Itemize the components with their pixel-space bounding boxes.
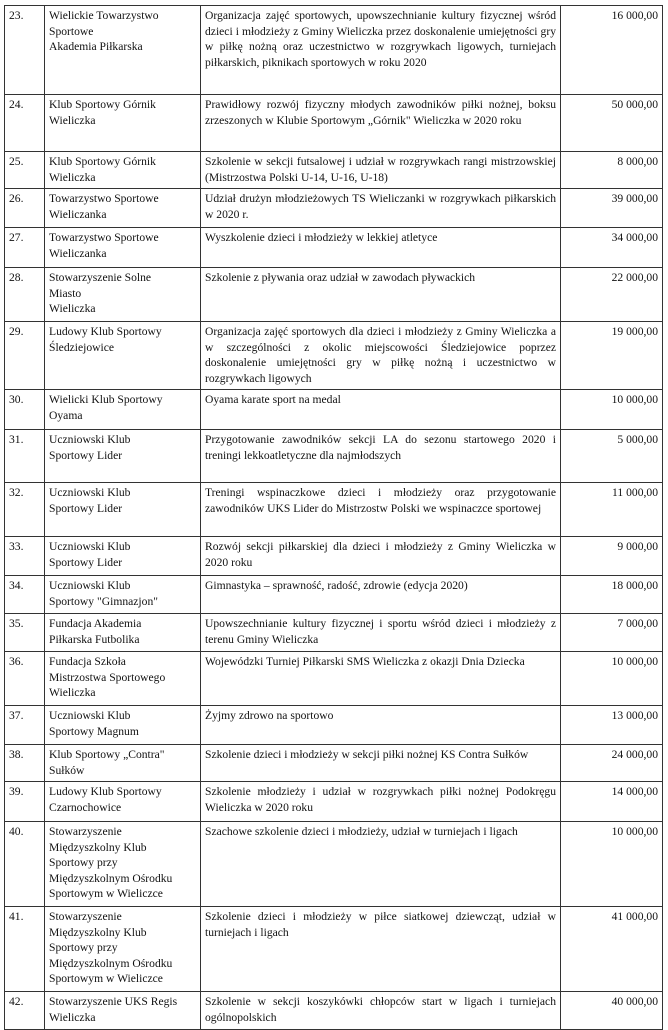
organization-name: Towarzystwo Sportowe Wieliczanka [45, 189, 201, 228]
row-number: 37. [5, 706, 45, 745]
row-number: 29. [5, 322, 45, 390]
task-description: Gimnastyka – sprawność, radość, zdrowie (edycja 2020) [201, 576, 561, 614]
organization-name: Wielicki Klub Sportowy Oyama [45, 390, 201, 430]
table-row [5, 189, 663, 228]
grant-amount: 7 000,00 [561, 614, 663, 652]
row-number: 25. [5, 152, 45, 189]
organization-name: Ludowy Klub Sportowy Śledziejowice [45, 322, 201, 390]
organization-name: Ludowy Klub Sportowy Czarnochowice [45, 782, 201, 822]
row-number: 24. [5, 95, 45, 152]
task-description: Oyama karate sport na medal [201, 390, 561, 430]
row-number: 41. [5, 907, 45, 992]
task-description: Szkolenie dzieci i młodzieży w piłce siatkowej dziewcząt, udział w turniejach i ligach [201, 907, 561, 992]
table-row [5, 228, 663, 268]
grant-amount: 24 000,00 [561, 745, 663, 782]
grant-amount: 8 000,00 [561, 152, 663, 189]
table-row [5, 6, 663, 95]
organization-name: Fundacja Szkoła Mistrzostwa Sportowego Wieliczka [45, 652, 201, 706]
organization-name: Uczniowski Klub Sportowy Magnum [45, 706, 201, 745]
grant-amount: 14 000,00 [561, 782, 663, 822]
organization-name: Klub Sportowy Górnik Wieliczka [45, 95, 201, 152]
table-row [5, 822, 663, 907]
organization-name: Towarzystwo Sportowe Wieliczanka [45, 228, 201, 268]
grants-table [4, 5, 663, 1030]
grant-amount: 40 000,00 [561, 992, 663, 1030]
table-row [5, 576, 663, 614]
table-row [5, 992, 663, 1030]
grant-amount: 50 000,00 [561, 95, 663, 152]
table-row [5, 614, 663, 652]
row-number: 38. [5, 745, 45, 782]
grant-amount: 41 000,00 [561, 907, 663, 992]
row-number: 42. [5, 992, 45, 1030]
table-row [5, 537, 663, 576]
grant-amount: 22 000,00 [561, 268, 663, 322]
task-description: Wyszkolenie dzieci i młodzieży w lekkiej atletyce [201, 228, 561, 268]
organization-name: Fundacja Akademia Piłkarska Futbolika [45, 614, 201, 652]
table-row [5, 430, 663, 483]
row-number: 23. [5, 6, 45, 95]
grant-amount: 34 000,00 [561, 228, 663, 268]
row-number: 35. [5, 614, 45, 652]
grant-amount: 39 000,00 [561, 189, 663, 228]
table-row [5, 483, 663, 537]
task-description: Wojewódzki Turniej Piłkarski SMS Wieliczka z okazji Dnia Dziecka [201, 652, 561, 706]
table-row [5, 390, 663, 430]
organization-name: Wielickie Towarzystwo Sportowe Akademia Piłkarska [45, 6, 201, 95]
organization-name: Klub Sportowy Górnik Wieliczka [45, 152, 201, 189]
grant-amount: 13 000,00 [561, 706, 663, 745]
organization-name: Stowarzyszenie UKS Regis Wieliczka [45, 992, 201, 1030]
task-description: Treningi wspinaczkowe dzieci i młodzieży oraz przygotowanie zawodników UKS Lider do Mistrzostw Polski we wspinaczce sportowej [201, 483, 561, 537]
table-row [5, 322, 663, 390]
task-description: Upowszechnianie kultury fizycznej i sportu wśród dzieci i młodzieży z terenu Gminy Wieliczka [201, 614, 561, 652]
grant-amount: 10 000,00 [561, 390, 663, 430]
grant-amount: 16 000,00 [561, 6, 663, 95]
table-row [5, 95, 663, 152]
task-description: Przygotowanie zawodników sekcji LA do sezonu startowego 2020 i treningi lekkoatletyczne dla najmłodszych [201, 430, 561, 483]
task-description: Żyjmy zdrowo na sportowo [201, 706, 561, 745]
row-number: 26. [5, 189, 45, 228]
table-row [5, 782, 663, 822]
organization-name: Stowarzyszenie Międzyszkolny Klub Sportowy przy Międzyszkolnym Ośrodku Sportowym w Wieliczce [45, 907, 201, 992]
row-number: 31. [5, 430, 45, 483]
task-description: Szkolenie młodzieży i udział w rozgrywkach piłki nożnej Podokręgu Wieliczka w 2020 roku [201, 782, 561, 822]
row-number: 32. [5, 483, 45, 537]
task-description: Rozwój sekcji piłkarskiej dla dzieci i młodzieży z Gminy Wieliczka w 2020 roku [201, 537, 561, 576]
grant-amount: 9 000,00 [561, 537, 663, 576]
task-description: Szkolenie z pływania oraz udział w zawodach pływackich [201, 268, 561, 322]
task-description: Szkolenie w sekcji futsalowej i udział w rozgrywkach rangi mistrzowskiej (Mistrzostwa Polski U-14, U-16, U-18) [201, 152, 561, 189]
row-number: 33. [5, 537, 45, 576]
table-row [5, 907, 663, 992]
row-number: 30. [5, 390, 45, 430]
organization-name: Uczniowski Klub Sportowy Lider [45, 483, 201, 537]
organization-name: Uczniowski Klub Sportowy Lider [45, 430, 201, 483]
organization-name: Uczniowski Klub Sportowy Lider [45, 537, 201, 576]
task-description: Organizacja zajęć sportowych dla dzieci i młodzieży z Gminy Wieliczka a w szczególności z okolic miejscowości Śledziejowice poprzez doskonalenie umiejętności gry w piłkę nożną i uczestnictwo w rozgrywkach ligowych [201, 322, 561, 390]
task-description: Szachowe szkolenie dzieci i młodzieży, udział w turniejach i ligach [201, 822, 561, 907]
row-number: 40. [5, 822, 45, 907]
grant-amount: 19 000,00 [561, 322, 663, 390]
organization-name: Klub Sportowy „Contra" Sułków [45, 745, 201, 782]
grant-amount: 10 000,00 [561, 652, 663, 706]
task-description: Prawidłowy rozwój fizyczny młodych zawodników piłki nożnej, boksu zrzeszonych w Klubie Sportowym „Górnik" Wieliczka w 2020 roku [201, 95, 561, 152]
row-number: 34. [5, 576, 45, 614]
table-row [5, 152, 663, 189]
grant-amount: 18 000,00 [561, 576, 663, 614]
row-number: 36. [5, 652, 45, 706]
table-row [5, 268, 663, 322]
organization-name: Uczniowski Klub Sportowy "Gimnazjon" [45, 576, 201, 614]
grant-amount: 5 000,00 [561, 430, 663, 483]
grant-amount: 10 000,00 [561, 822, 663, 907]
table-row [5, 745, 663, 782]
organization-name: Stowarzyszenie Solne Miasto Wieliczka [45, 268, 201, 322]
organization-name: Stowarzyszenie Międzyszkolny Klub Sportowy przy Międzyszkolnym Ośrodku Sportowym w Wieliczce [45, 822, 201, 907]
row-number: 28. [5, 268, 45, 322]
task-description: Udział drużyn młodzieżowych TS Wieliczanki w rozgrywkach piłkarskich w 2020 r. [201, 189, 561, 228]
grants-table-body [5, 6, 663, 1030]
task-description: Organizacja zajęć sportowych, upowszechnianie kultury fizycznej wśród dzieci i młodzieży z Gminy Wieliczka przez doskonalenie umiejętności gry w piłkę nożną oraz uczestnictwo w rozgrywkach ligowych, turniejach piłkarskich, piknikach sportowych w roku 2020 [201, 6, 561, 95]
task-description: Szkolenie w sekcji koszykówki chłopców start w ligach i turniejach ogólnopolskich [201, 992, 561, 1030]
grant-amount: 11 000,00 [561, 483, 663, 537]
table-row [5, 652, 663, 706]
row-number: 27. [5, 228, 45, 268]
table-row [5, 706, 663, 745]
task-description: Szkolenie dzieci i młodzieży w sekcji piłki nożnej KS Contra Sułków [201, 745, 561, 782]
row-number: 39. [5, 782, 45, 822]
